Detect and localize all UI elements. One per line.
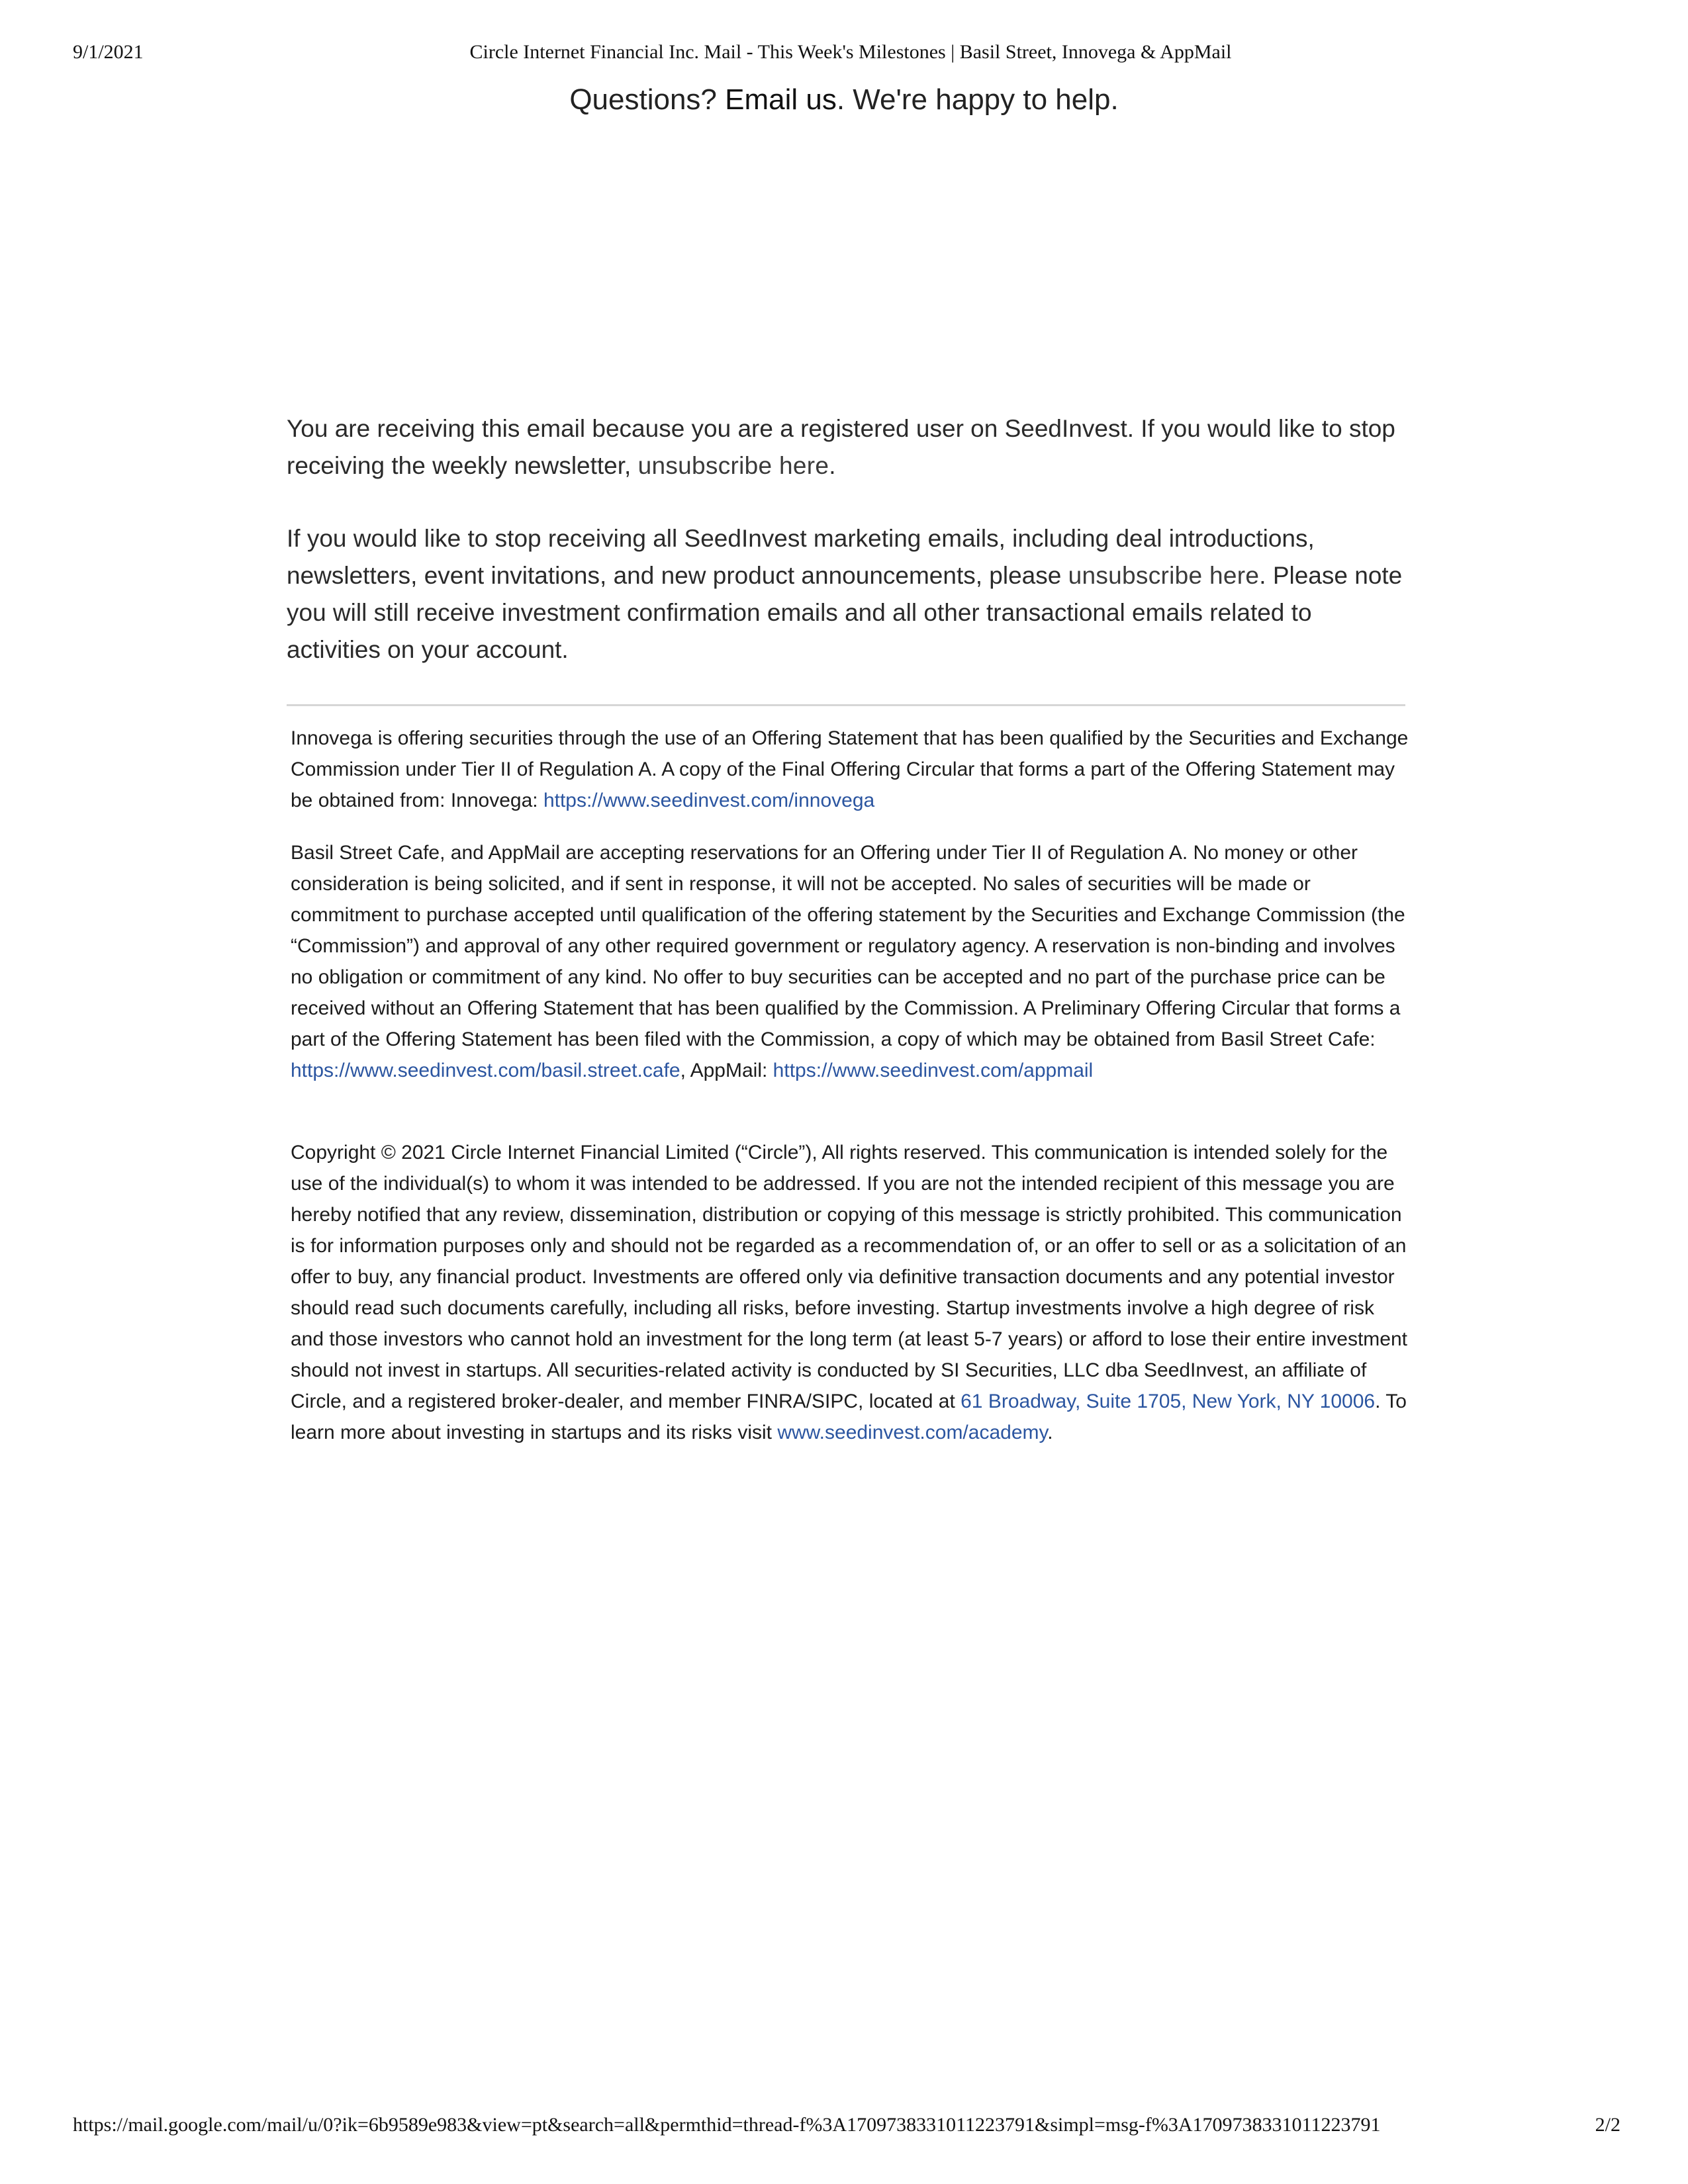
footer-divider [287,704,1405,706]
reservation-disclosure-text: Basil Street Cafe, and AppMail are accepting reservations for an Offering under Tier II of Regulation A. No money or other consideration is being solicited, and if sent in response, it will not be accepted. No sales of securities will be made or commitment to purchase accepted until qualification of the offering statement by the Securities and Exchange Commission (the “Commission”) and approval of any other required government or regulatory agency. A reservation is non-binding and involves no obligation or commitment of any kind. No offer to buy securities can be accepted and no part of the purchase price can be received without an Offering Statement that has been qualified by the Commission. A Preliminary Offering Circular that forms a part of the Offering Statement has been filed with the Commission, a copy of which may be obtained from Basil Street Cafe: [291,842,1405,1050]
print-title: Circle Internet Financial Inc. Mail - This Week's Milestones | Basil Street, Innovega & AppMail [469,41,1232,63]
basil-street-link[interactable]: https://www.seedinvest.com/basil.street.cafe [291,1060,680,1081]
copyright-disclosure [291,1137,1409,1448]
unsubscribe-all-link[interactable]: unsubscribe here [1068,562,1260,589]
innovega-link[interactable]: https://www.seedinvest.com/innovega [543,790,875,811]
email-us-link[interactable]: Email us [725,83,837,116]
marketing-notice-end: . Please note you will still receive investment confirmation emails and all other transactional emails related to activities on your account. [287,562,1403,663]
print-url: https://mail.google.com/mail/u/0?ik=6b9589e983&view=pt&search=all&permthid=thread-f%3A1709738331011223791&simpl=msg-f%3A1709738331011223791 [73,2114,1381,2136]
copyright-end: . [1047,1422,1053,1443]
innovega-disclosure-text: Innovega is offering securities through the use of an Offering Statement that has been qualified by the Securities and Exchange Commission under Tier II of Regulation A. A copy of the Final Offering Circular that forms a part of the Offering Statement may be obtained from: Innovega: [291,727,1409,811]
newsletter-notice-text: You are receiving this email because you are a registered user on SeedInvest. If you would like to stop receiving the weekly newsletter, [287,415,1395,479]
questions-suffix: . We're happy to help. [836,83,1119,116]
appmail-separator: , AppMail: [680,1060,773,1081]
marketing-notice [287,520,1405,668]
address-link[interactable]: 61 Broadway, Suite 1705, New York, NY 10006 [961,1390,1376,1412]
innovega-disclosure [291,723,1409,816]
print-date: 9/1/2021 [73,41,144,63]
questions-line [0,83,1688,116]
copyright-text: Copyright © 2021 Circle Internet Financial Limited (“Circle”), All rights reserved. This communication is intended solely for the use of the individual(s) to whom it was intended to be addressed. If you are not the intended recipient of this message you are hereby notified that any review, dissemination, distribution or copying of this message is strictly prohibited. This communication is for information purposes only and should not be regarded as a recommendation of, or an offer to sell or as a solicitation of an offer to buy, any financial product. Investments are offered only via definitive transaction documents and any potential investor should read such documents carefully, including all risks, before investing. Startup investments involve a high degree of risk and those investors who cannot hold an investment for the long term (at least 5-7 years) or afford to lose their entire investment should not invest in startups. All securities-related activity is conducted by SI Securities, LLC dba SeedInvest, an affiliate of Circle, and a registered broker-dealer, and member FINRA/SIPC, located at [291,1142,1408,1412]
newsletter-notice [287,410,1405,484]
learn-more-text: . To learn more about investing in startups and its risks visit [291,1390,1407,1443]
marketing-notice-text: If you would like to stop receiving all SeedInvest marketing emails, including deal introductions, newsletters, event invitations, and new product announcements, please [287,525,1315,589]
academy-link[interactable]: www.seedinvest.com/academy [777,1422,1048,1443]
questions-prefix: Questions? [569,83,726,116]
unsubscribe-newsletter-link[interactable]: unsubscribe here [637,452,829,479]
appmail-link[interactable]: https://www.seedinvest.com/appmail [773,1060,1094,1081]
page-number: 2/2 [1595,2114,1620,2136]
newsletter-notice-end: . [829,452,836,479]
reservation-disclosure [291,837,1409,1086]
